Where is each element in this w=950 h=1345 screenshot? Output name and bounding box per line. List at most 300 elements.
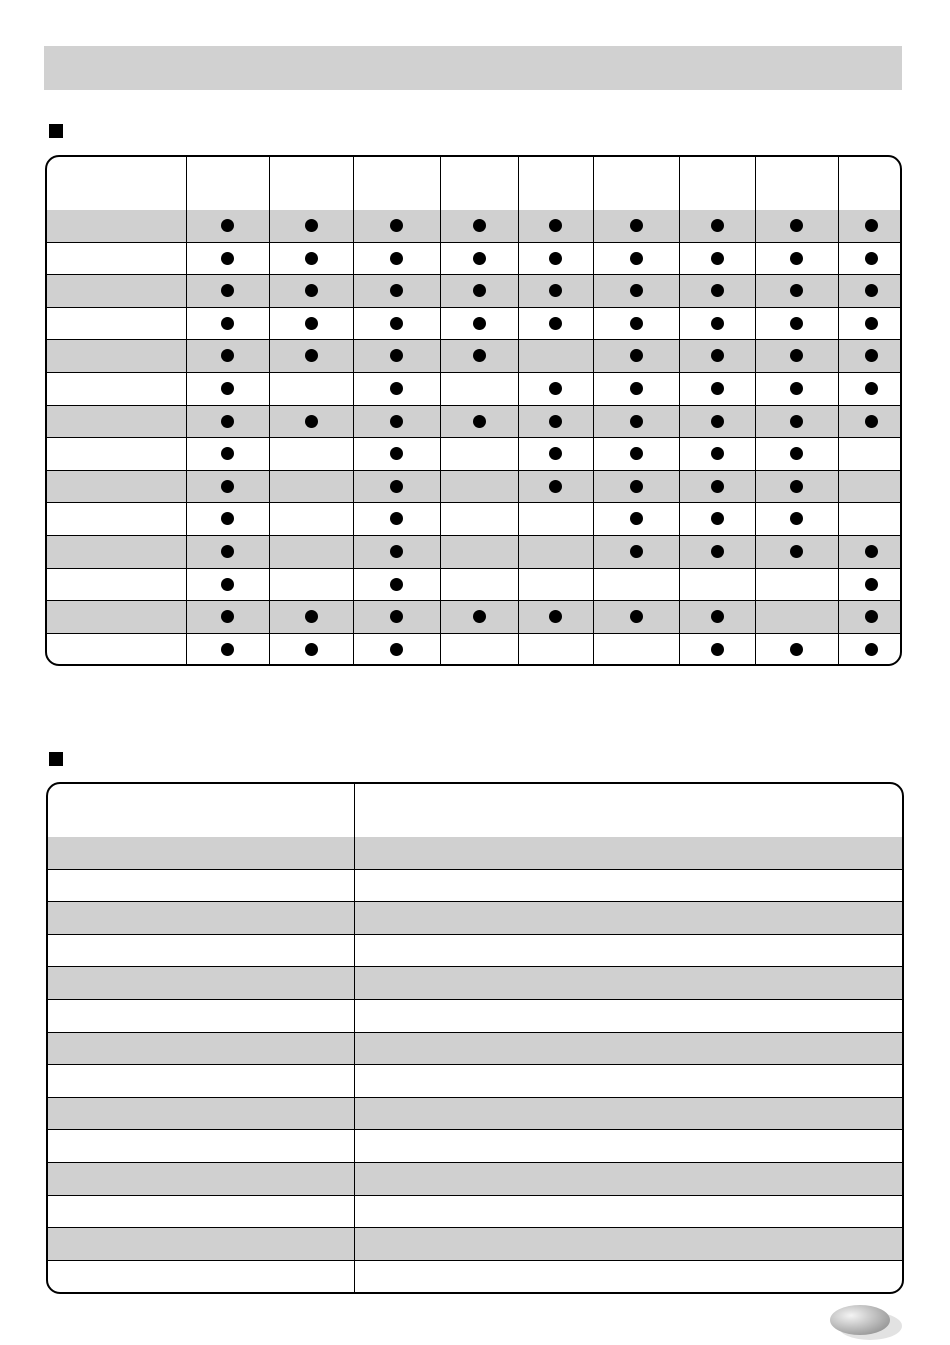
section-2-square-icon	[49, 752, 63, 766]
filled-circle-icon	[390, 252, 403, 265]
mark-cell	[269, 340, 353, 373]
filled-circle-icon	[390, 382, 403, 395]
filled-circle-icon	[221, 252, 234, 265]
mark-cell	[518, 503, 593, 536]
filled-circle-icon	[390, 480, 403, 493]
filled-circle-icon	[221, 512, 234, 525]
filled-circle-icon	[711, 480, 724, 493]
mark-cell	[755, 601, 838, 634]
mark-cell	[518, 307, 593, 340]
filled-circle-icon	[390, 447, 403, 460]
mark-cell	[593, 503, 679, 536]
mark-cell	[838, 503, 902, 536]
mark-cell	[679, 568, 755, 601]
filled-circle-icon	[473, 610, 486, 623]
filled-circle-icon	[790, 447, 803, 460]
function-desc-cell	[354, 837, 902, 869]
function-name-cell	[48, 902, 354, 935]
filled-circle-icon	[630, 317, 643, 330]
mark-cell	[593, 470, 679, 503]
function-desc-cell	[354, 934, 902, 967]
filled-circle-icon	[390, 610, 403, 623]
mark-cell	[679, 503, 755, 536]
mark-cell	[440, 242, 518, 275]
mark-cell	[269, 438, 353, 471]
mark-cell	[679, 210, 755, 242]
function-name-cell	[48, 1032, 354, 1065]
function-desc-cell	[354, 1228, 902, 1261]
filled-circle-icon	[473, 415, 486, 428]
filled-circle-icon	[865, 284, 878, 297]
filled-circle-icon	[473, 219, 486, 232]
filled-circle-icon	[221, 447, 234, 460]
row-label	[47, 503, 186, 536]
mark-cell	[838, 470, 902, 503]
filled-circle-icon	[865, 610, 878, 623]
filled-circle-icon	[221, 349, 234, 362]
mark-cell	[679, 535, 755, 568]
mark-cell	[440, 438, 518, 471]
header-cell	[353, 157, 440, 210]
filled-circle-icon	[711, 349, 724, 362]
function-desc-cell	[354, 999, 902, 1032]
function-desc-cell	[354, 869, 902, 902]
filled-circle-icon	[549, 382, 562, 395]
filled-circle-icon	[630, 284, 643, 297]
row-label	[47, 275, 186, 308]
function-desc-cell	[354, 1032, 902, 1065]
mark-cell	[186, 242, 269, 275]
function-row	[48, 1195, 902, 1228]
mark-cell	[186, 601, 269, 634]
function-desc-cell	[354, 1097, 902, 1130]
mark-cell	[755, 372, 838, 405]
compatibility-row	[47, 568, 902, 601]
mark-cell	[440, 307, 518, 340]
mark-cell	[186, 535, 269, 568]
mark-cell	[838, 568, 902, 601]
function-header-row	[48, 784, 902, 837]
filled-circle-icon	[865, 545, 878, 558]
filled-circle-icon	[711, 219, 724, 232]
mark-cell	[186, 210, 269, 242]
function-row	[48, 1162, 902, 1195]
row-label	[47, 568, 186, 601]
filled-circle-icon	[865, 643, 878, 656]
mark-cell	[593, 210, 679, 242]
function-desc-cell	[354, 1195, 902, 1228]
filled-circle-icon	[549, 317, 562, 330]
filled-circle-icon	[221, 610, 234, 623]
compatibility-row	[47, 601, 902, 634]
function-row	[48, 999, 902, 1032]
mark-cell	[593, 372, 679, 405]
function-row	[48, 1065, 902, 1098]
row-label	[47, 601, 186, 634]
mark-cell	[186, 275, 269, 308]
mark-cell	[755, 210, 838, 242]
function-row	[48, 902, 902, 935]
filled-circle-icon	[473, 349, 486, 362]
mark-cell	[186, 568, 269, 601]
page-badge-icon	[826, 1302, 904, 1342]
filled-circle-icon	[305, 610, 318, 623]
function-row	[48, 1097, 902, 1130]
filled-circle-icon	[711, 252, 724, 265]
compatibility-row	[47, 470, 902, 503]
mark-cell	[440, 470, 518, 503]
mark-cell	[593, 535, 679, 568]
filled-circle-icon	[711, 545, 724, 558]
mark-cell	[593, 405, 679, 438]
mark-cell	[269, 275, 353, 308]
mark-cell	[518, 438, 593, 471]
mark-cell	[679, 601, 755, 634]
mark-cell	[440, 405, 518, 438]
compatibility-row	[47, 405, 902, 438]
mark-cell	[518, 633, 593, 665]
header-cell	[593, 157, 679, 210]
function-name-cell	[48, 869, 354, 902]
filled-circle-icon	[390, 415, 403, 428]
function-desc-cell	[354, 967, 902, 1000]
filled-circle-icon	[865, 219, 878, 232]
filled-circle-icon	[390, 219, 403, 232]
mark-cell	[838, 340, 902, 373]
mark-cell	[593, 242, 679, 275]
filled-circle-icon	[390, 317, 403, 330]
mark-cell	[353, 503, 440, 536]
filled-circle-icon	[790, 252, 803, 265]
mark-cell	[679, 633, 755, 665]
compatibility-row	[47, 633, 902, 665]
filled-circle-icon	[711, 643, 724, 656]
filled-circle-icon	[221, 382, 234, 395]
mark-cell	[269, 210, 353, 242]
mark-cell	[679, 275, 755, 308]
mark-cell	[838, 535, 902, 568]
function-row	[48, 1130, 902, 1163]
mark-cell	[755, 535, 838, 568]
mark-cell	[353, 470, 440, 503]
filled-circle-icon	[549, 415, 562, 428]
filled-circle-icon	[630, 512, 643, 525]
mark-cell	[440, 535, 518, 568]
filled-circle-icon	[630, 252, 643, 265]
mark-cell	[353, 438, 440, 471]
compatibility-row	[47, 340, 902, 373]
mark-cell	[838, 210, 902, 242]
mark-cell	[838, 405, 902, 438]
filled-circle-icon	[865, 349, 878, 362]
function-row	[48, 967, 902, 1000]
compatibility-row	[47, 372, 902, 405]
mark-cell	[518, 405, 593, 438]
mark-cell	[838, 307, 902, 340]
filled-circle-icon	[790, 512, 803, 525]
row-label	[47, 633, 186, 665]
filled-circle-icon	[790, 480, 803, 493]
filled-circle-icon	[630, 382, 643, 395]
filled-circle-icon	[390, 349, 403, 362]
mark-cell	[679, 307, 755, 340]
mark-cell	[186, 633, 269, 665]
filled-circle-icon	[221, 578, 234, 591]
compatibility-row	[47, 307, 902, 340]
filled-circle-icon	[390, 643, 403, 656]
header-cell	[440, 157, 518, 210]
mark-cell	[440, 275, 518, 308]
function-name-cell	[48, 837, 354, 869]
compatibility-row	[47, 438, 902, 471]
filled-circle-icon	[790, 545, 803, 558]
filled-circle-icon	[711, 610, 724, 623]
filled-circle-icon	[865, 415, 878, 428]
filled-circle-icon	[549, 480, 562, 493]
mark-cell	[518, 535, 593, 568]
mark-cell	[593, 633, 679, 665]
mark-cell	[679, 372, 755, 405]
row-label	[47, 210, 186, 242]
row-label	[47, 405, 186, 438]
filled-circle-icon	[711, 317, 724, 330]
mark-cell	[440, 503, 518, 536]
filled-circle-icon	[305, 284, 318, 297]
row-label	[47, 307, 186, 340]
header-cell	[755, 157, 838, 210]
compatibility-body	[47, 210, 902, 665]
mark-cell	[186, 438, 269, 471]
function-name-cell	[48, 1130, 354, 1163]
function-name-cell	[48, 1260, 354, 1292]
filled-circle-icon	[865, 382, 878, 395]
filled-circle-icon	[790, 284, 803, 297]
mark-cell	[269, 633, 353, 665]
mark-cell	[269, 503, 353, 536]
row-label	[47, 242, 186, 275]
mark-cell	[353, 210, 440, 242]
filled-circle-icon	[711, 284, 724, 297]
header-cell	[48, 784, 354, 837]
mark-cell	[679, 438, 755, 471]
mark-cell	[269, 568, 353, 601]
function-grid	[48, 784, 902, 1292]
mark-cell	[353, 535, 440, 568]
function-row	[48, 1260, 902, 1292]
mark-cell	[755, 340, 838, 373]
function-name-cell	[48, 1065, 354, 1098]
header-cell	[47, 157, 186, 210]
filled-circle-icon	[221, 317, 234, 330]
mark-cell	[755, 275, 838, 308]
mark-cell	[755, 242, 838, 275]
mark-cell	[593, 340, 679, 373]
mark-cell	[186, 340, 269, 373]
mark-cell	[353, 307, 440, 340]
mark-cell	[593, 275, 679, 308]
filled-circle-icon	[221, 415, 234, 428]
filled-circle-icon	[221, 545, 234, 558]
row-label	[47, 470, 186, 503]
function-name-cell	[48, 967, 354, 1000]
mark-cell	[186, 503, 269, 536]
mark-cell	[353, 405, 440, 438]
compatibility-row	[47, 275, 902, 308]
mark-cell	[838, 372, 902, 405]
mark-cell	[353, 601, 440, 634]
filled-circle-icon	[473, 284, 486, 297]
filled-circle-icon	[473, 252, 486, 265]
mark-cell	[186, 405, 269, 438]
function-table	[46, 782, 904, 1294]
filled-circle-icon	[549, 284, 562, 297]
section-1-square-icon	[49, 124, 63, 138]
mark-cell	[440, 633, 518, 665]
filled-circle-icon	[711, 447, 724, 460]
filled-circle-icon	[549, 610, 562, 623]
filled-circle-icon	[390, 545, 403, 558]
function-row	[48, 1032, 902, 1065]
mark-cell	[593, 568, 679, 601]
filled-circle-icon	[305, 349, 318, 362]
function-desc-cell	[354, 1260, 902, 1292]
mark-cell	[269, 307, 353, 340]
filled-circle-icon	[630, 480, 643, 493]
filled-circle-icon	[630, 610, 643, 623]
mark-cell	[679, 405, 755, 438]
compatibility-header-row	[47, 157, 902, 210]
compatibility-table	[45, 155, 902, 666]
header-cell	[518, 157, 593, 210]
mark-cell	[518, 372, 593, 405]
mark-cell	[518, 601, 593, 634]
header-cell	[186, 157, 269, 210]
mark-cell	[353, 633, 440, 665]
filled-circle-icon	[865, 578, 878, 591]
mark-cell	[518, 242, 593, 275]
function-name-cell	[48, 934, 354, 967]
row-label	[47, 340, 186, 373]
function-row	[48, 934, 902, 967]
filled-circle-icon	[865, 317, 878, 330]
filled-circle-icon	[390, 284, 403, 297]
mark-cell	[755, 633, 838, 665]
filled-circle-icon	[305, 317, 318, 330]
mark-cell	[593, 438, 679, 471]
filled-circle-icon	[790, 349, 803, 362]
filled-circle-icon	[865, 252, 878, 265]
mark-cell	[518, 275, 593, 308]
filled-circle-icon	[390, 512, 403, 525]
mark-cell	[440, 210, 518, 242]
filled-circle-icon	[790, 415, 803, 428]
mark-cell	[518, 340, 593, 373]
header-cell	[354, 784, 902, 837]
filled-circle-icon	[711, 415, 724, 428]
filled-circle-icon	[305, 643, 318, 656]
row-label	[47, 535, 186, 568]
filled-circle-icon	[711, 512, 724, 525]
mark-cell	[679, 470, 755, 503]
mark-cell	[353, 275, 440, 308]
filled-circle-icon	[549, 219, 562, 232]
mark-cell	[679, 340, 755, 373]
mark-cell	[440, 340, 518, 373]
mark-cell	[353, 340, 440, 373]
function-body	[48, 837, 902, 1292]
mark-cell	[755, 470, 838, 503]
row-label	[47, 438, 186, 471]
function-row	[48, 869, 902, 902]
mark-cell	[353, 242, 440, 275]
filled-circle-icon	[630, 219, 643, 232]
mark-cell	[269, 242, 353, 275]
row-label	[47, 372, 186, 405]
mark-cell	[755, 438, 838, 471]
function-desc-cell	[354, 1162, 902, 1195]
mark-cell	[186, 372, 269, 405]
mark-cell	[269, 470, 353, 503]
filled-circle-icon	[790, 317, 803, 330]
title-bar	[44, 46, 902, 90]
filled-circle-icon	[221, 643, 234, 656]
header-cell	[679, 157, 755, 210]
mark-cell	[755, 503, 838, 536]
function-name-cell	[48, 1228, 354, 1261]
filled-circle-icon	[221, 219, 234, 232]
compatibility-grid	[47, 157, 902, 665]
filled-circle-icon	[305, 219, 318, 232]
filled-circle-icon	[711, 382, 724, 395]
function-name-cell	[48, 999, 354, 1032]
compatibility-row	[47, 210, 902, 242]
filled-circle-icon	[790, 643, 803, 656]
mark-cell	[518, 210, 593, 242]
filled-circle-icon	[630, 415, 643, 428]
compatibility-row	[47, 535, 902, 568]
filled-circle-icon	[549, 447, 562, 460]
compatibility-row	[47, 503, 902, 536]
filled-circle-icon	[630, 447, 643, 460]
mark-cell	[838, 242, 902, 275]
mark-cell	[440, 372, 518, 405]
filled-circle-icon	[549, 252, 562, 265]
filled-circle-icon	[390, 578, 403, 591]
filled-circle-icon	[630, 545, 643, 558]
filled-circle-icon	[473, 317, 486, 330]
filled-circle-icon	[790, 219, 803, 232]
mark-cell	[518, 568, 593, 601]
mark-cell	[755, 568, 838, 601]
mark-cell	[440, 601, 518, 634]
function-desc-cell	[354, 902, 902, 935]
mark-cell	[440, 568, 518, 601]
mark-cell	[679, 242, 755, 275]
function-row	[48, 837, 902, 869]
filled-circle-icon	[790, 382, 803, 395]
filled-circle-icon	[221, 284, 234, 297]
mark-cell	[518, 470, 593, 503]
mark-cell	[186, 470, 269, 503]
mark-cell	[269, 601, 353, 634]
function-name-cell	[48, 1097, 354, 1130]
mark-cell	[269, 405, 353, 438]
mark-cell	[353, 372, 440, 405]
mark-cell	[269, 372, 353, 405]
function-name-cell	[48, 1162, 354, 1195]
filled-circle-icon	[305, 415, 318, 428]
mark-cell	[755, 405, 838, 438]
